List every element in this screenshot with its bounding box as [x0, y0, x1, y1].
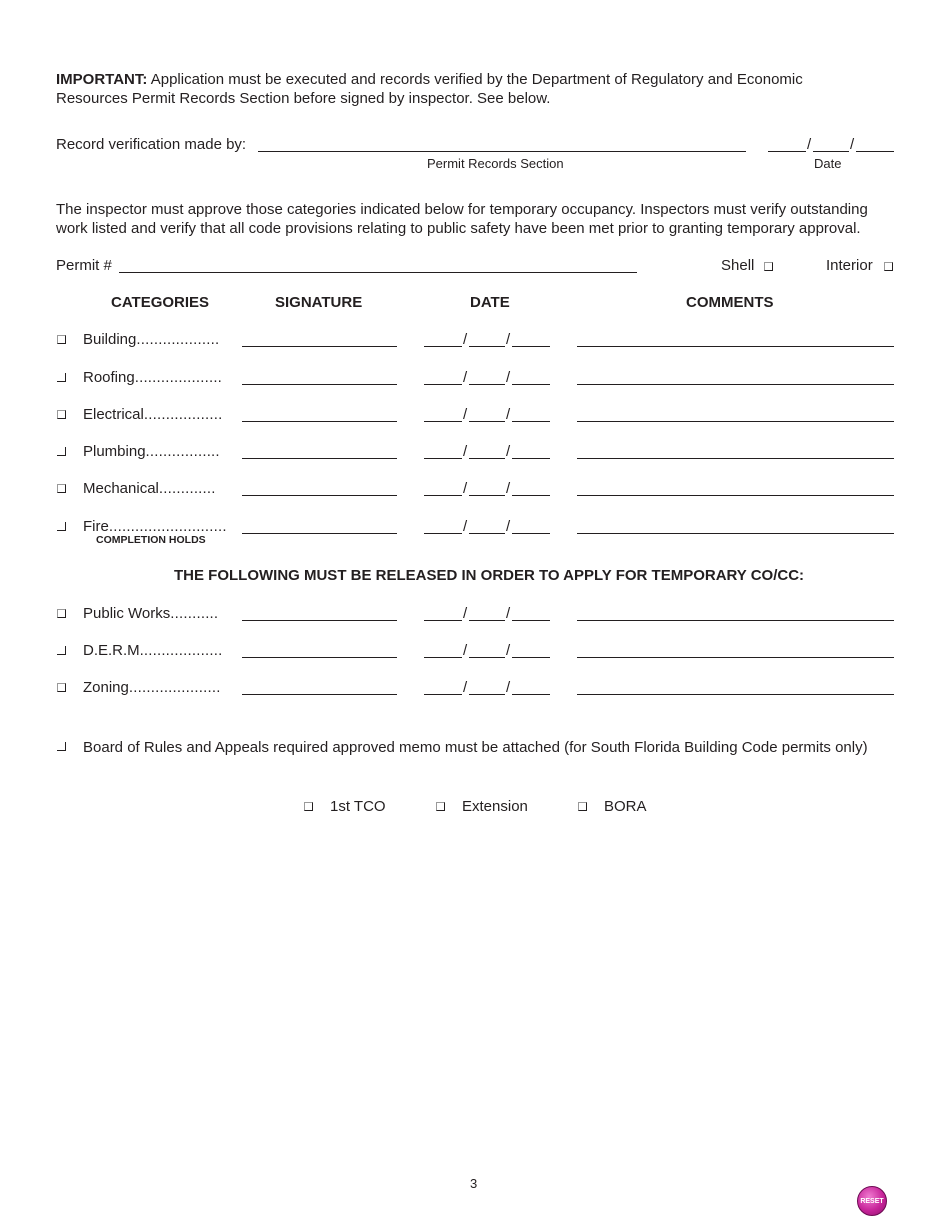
category-roofing-leader-dots: .................... [134, 369, 223, 386]
category-fire-signature-field[interactable] [242, 533, 397, 534]
release-derm-checkbox[interactable] [57, 646, 66, 655]
page-number: 3 [470, 1176, 478, 1191]
record-verification-field[interactable] [258, 151, 746, 152]
release-zoning-label [83, 679, 221, 696]
category-building-comments-field[interactable] [577, 346, 894, 347]
board-memo-text: Board of Rules and Appeals required approved memo must be attached (for South Florida Building Code permits only) [83, 739, 868, 756]
category-electrical-checkbox[interactable] [57, 410, 66, 419]
inspector-line1: The inspector must approve those categories indicated below for temporary occupancy. Inspectors must verify outstanding [56, 201, 868, 218]
category-roofing-signature-field[interactable] [242, 384, 397, 385]
release-derm-date-field[interactable]: / / [424, 640, 550, 658]
release-zoning-date-field[interactable]: / / [424, 677, 550, 695]
permit-label: Permit # [56, 257, 112, 274]
category-plumbing-label [83, 443, 220, 460]
record-verification-label: Record verification made by: [56, 136, 247, 153]
release-publicworks-date-field[interactable]: / / [424, 603, 550, 621]
record-verification-date-field[interactable]: / / [768, 134, 894, 152]
category-electrical-date-field[interactable]: / / [424, 404, 550, 422]
category-electrical-comments-field[interactable] [577, 421, 894, 422]
permit-number-field[interactable] [119, 272, 637, 273]
shell-label: Shell [721, 257, 755, 274]
release-zoning-signature-field[interactable] [242, 694, 397, 695]
category-roofing-comments-field[interactable] [577, 384, 894, 385]
inspector-line2: work listed and verify that all code provisions relating to public safety have been met prior to granting temporary approval. [56, 219, 861, 237]
category-building-label [83, 331, 219, 348]
bora-checkbox[interactable] [578, 802, 587, 811]
category-fire-comments-field[interactable] [577, 533, 894, 534]
category-electrical-label [83, 406, 222, 423]
category-mechanical-checkbox[interactable] [57, 484, 66, 493]
tco-label: 1st TCO [330, 798, 386, 815]
category-fire-date-field[interactable]: / / [424, 516, 550, 534]
category-building-leader-dots: ................... [136, 331, 220, 348]
category-roofing-name: Roofing [83, 369, 135, 386]
category-fire-name: Fire [83, 518, 109, 535]
category-mechanical-signature-field[interactable] [242, 495, 397, 496]
category-roofing-date-field[interactable]: / / [424, 367, 550, 385]
category-mechanical-label [83, 480, 216, 497]
header-comments: COMMENTS [686, 294, 774, 311]
reset-button[interactable]: RESET [857, 1186, 887, 1216]
completion-holds-label: COMPLETION HOLDS [96, 534, 206, 546]
record-verification-date-label: Date [814, 156, 842, 171]
release-derm-comments-field[interactable] [577, 657, 894, 658]
header-signature: SIGNATURE [275, 294, 363, 311]
category-electrical-name: Electrical [83, 406, 144, 423]
release-derm-leader-dots: .................. [143, 642, 223, 659]
category-plumbing-leader-dots: ................. [145, 443, 220, 460]
header-categories: CATEGORIES [111, 294, 210, 311]
header-date: DATE [470, 294, 510, 311]
inspector-instructions [56, 201, 906, 238]
category-mechanical-comments-field[interactable] [577, 495, 894, 496]
release-publicworks-leader-dots: ........... [170, 605, 219, 622]
release-publicworks-checkbox[interactable] [57, 609, 66, 618]
important-line1: Application must be executed and records verified by the Department of Regulatory and Economic [150, 71, 803, 88]
category-roofing-checkbox[interactable] [57, 373, 66, 382]
category-fire-checkbox[interactable] [57, 522, 66, 531]
important-notice [56, 71, 901, 108]
category-fire-label [83, 518, 227, 535]
category-electrical-leader-dots: .................. [143, 406, 223, 423]
interior-checkbox[interactable] [884, 262, 893, 271]
release-derm-signature-field[interactable] [242, 657, 397, 658]
category-plumbing-signature-field[interactable] [242, 458, 397, 459]
category-mechanical-date-field[interactable]: / / [424, 478, 550, 496]
release-publicworks-comments-field[interactable] [577, 620, 894, 621]
category-roofing-label [83, 369, 222, 386]
important-label: IMPORTANT: [56, 71, 148, 88]
board-memo-checkbox[interactable] [57, 742, 66, 751]
category-electrical-signature-field[interactable] [242, 421, 397, 422]
release-zoning-comments-field[interactable] [577, 694, 894, 695]
category-mechanical-leader-dots: ............. [158, 480, 216, 497]
category-mechanical-name: Mechanical [83, 480, 159, 497]
release-derm-name: D.E.R.M. [83, 642, 144, 659]
category-plumbing-name: Plumbing [83, 443, 146, 460]
category-building-checkbox[interactable] [57, 335, 66, 344]
tco-checkbox[interactable] [304, 802, 313, 811]
release-publicworks-signature-field[interactable] [242, 620, 397, 621]
category-plumbing-checkbox[interactable] [57, 447, 66, 456]
extension-label: Extension [462, 798, 528, 815]
important-line2: Resources Permit Records Section before signed by inspector. See below. [56, 89, 551, 107]
category-building-signature-field[interactable] [242, 346, 397, 347]
category-plumbing-date-field[interactable]: / / [424, 441, 550, 459]
release-zoning-checkbox[interactable] [57, 683, 66, 692]
permit-records-section-label: Permit Records Section [427, 156, 564, 171]
category-fire-leader-dots: ........................... [108, 518, 227, 535]
release-publicworks-label [83, 605, 218, 622]
bora-label: BORA [604, 798, 647, 815]
shell-checkbox[interactable] [764, 262, 773, 271]
extension-checkbox[interactable] [436, 802, 445, 811]
release-heading: THE FOLLOWING MUST BE RELEASED IN ORDER TO APPLY FOR TEMPORARY CO/CC: [174, 567, 805, 584]
release-zoning-name: Zoning [83, 679, 129, 696]
release-zoning-leader-dots: ..................... [128, 679, 221, 696]
category-building-date-field[interactable]: / / [424, 329, 550, 347]
category-plumbing-comments-field[interactable] [577, 458, 894, 459]
interior-label: Interior [826, 257, 873, 274]
release-publicworks-name: Public Works [83, 605, 171, 622]
category-building-name: Building [83, 331, 137, 348]
release-derm-label [83, 642, 222, 659]
